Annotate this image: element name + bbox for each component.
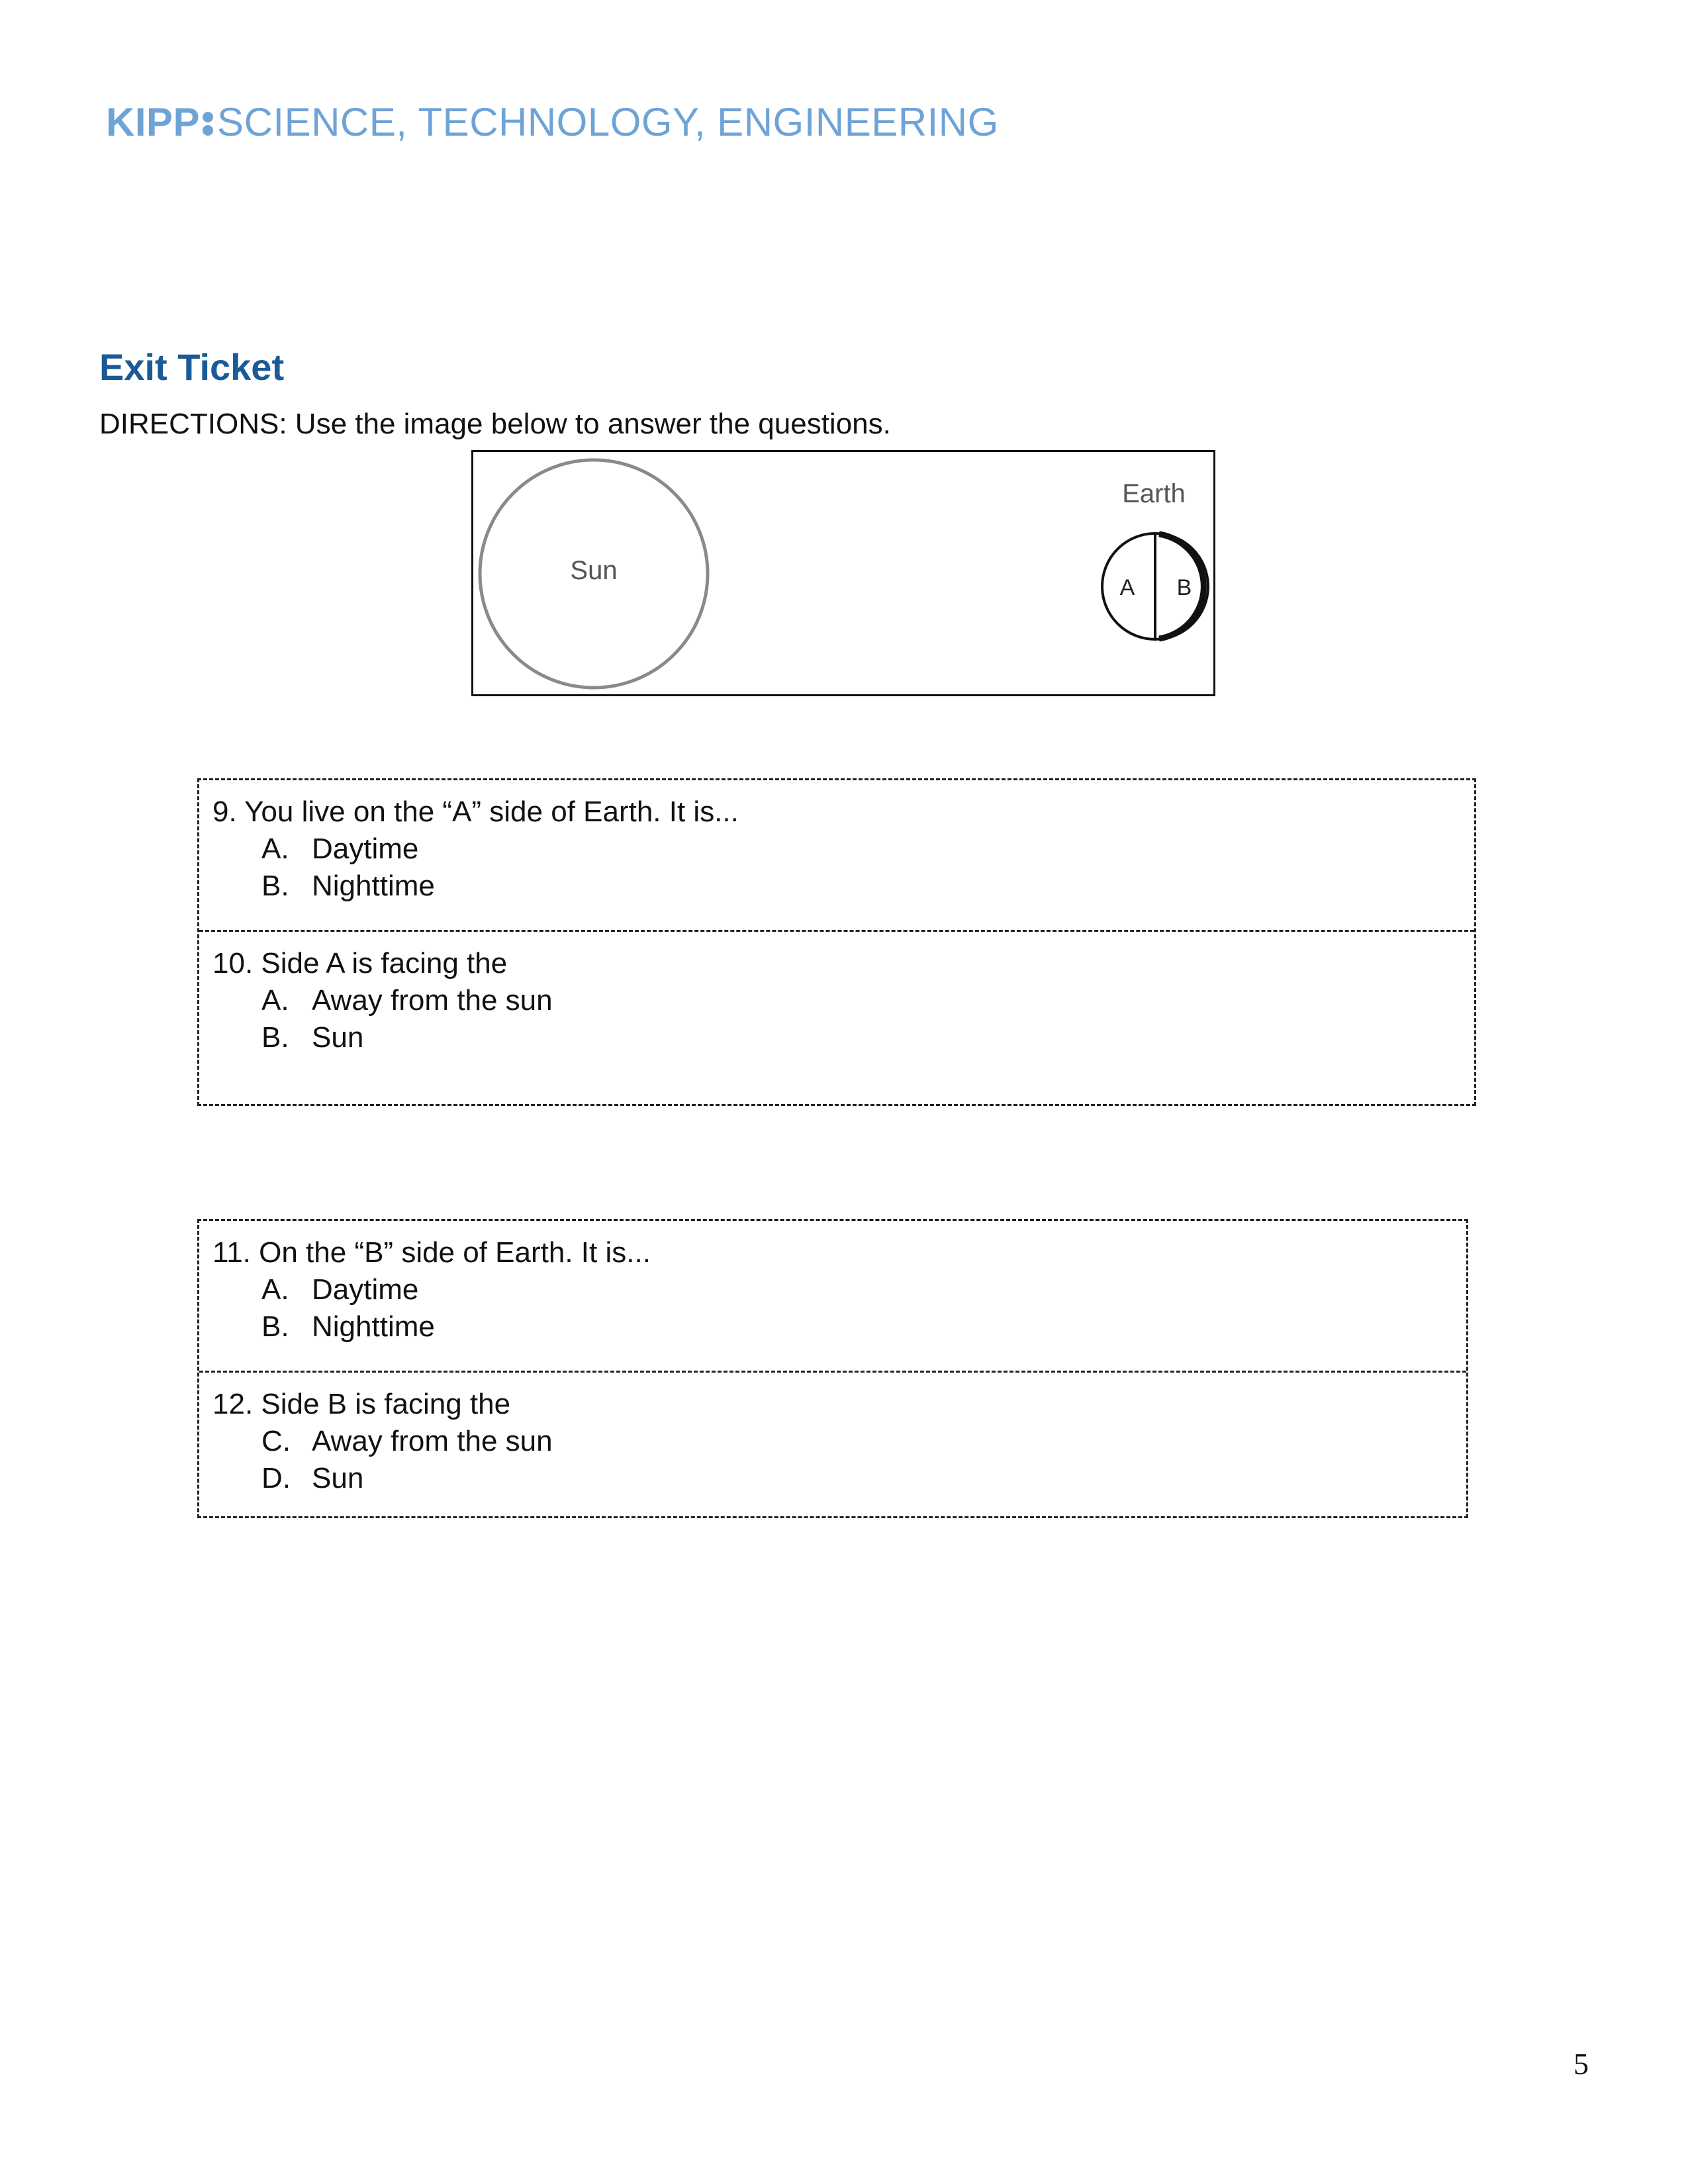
option-a[interactable] xyxy=(212,982,1474,1019)
subject-title: SCIENCE, TECHNOLOGY, ENGINEERING xyxy=(217,100,999,144)
option-d[interactable] xyxy=(212,1460,1466,1497)
option-b[interactable] xyxy=(212,1308,1466,1345)
option-letter: A. xyxy=(261,984,289,1017)
brand-name: KIPP xyxy=(106,100,201,144)
sun-label: Sun xyxy=(570,556,618,585)
sun-earth-figure xyxy=(471,450,1215,696)
option-a[interactable] xyxy=(212,1271,1466,1308)
option-letter: C. xyxy=(261,1425,291,1457)
question-box-2 xyxy=(197,1219,1468,1518)
page-number: 5 xyxy=(1573,2047,1589,2081)
option-text: Daytime xyxy=(312,833,419,865)
question-11 xyxy=(199,1221,1466,1371)
option-letter: B. xyxy=(261,1310,289,1343)
question-text: 11. On the “B” side of Earth. It is... xyxy=(212,1236,651,1269)
option-letter: A. xyxy=(261,1273,289,1306)
brand-colon-logo xyxy=(203,108,213,137)
question-10 xyxy=(199,930,1474,1104)
option-letter: D. xyxy=(261,1462,291,1494)
earth-side-b-label: B xyxy=(1176,575,1192,600)
question-12 xyxy=(199,1371,1466,1516)
directions: DIRECTIONS: Use the image below to answer the questions. xyxy=(99,408,891,440)
question-text: 10. Side A is facing the xyxy=(212,947,508,979)
option-text: Sun xyxy=(312,1021,364,1054)
option-text: Sun xyxy=(312,1462,364,1494)
question-9 xyxy=(199,780,1474,930)
question-text: 9. You live on the “A” side of Earth. It is... xyxy=(212,796,739,828)
option-text: Away from the sun xyxy=(312,984,553,1017)
option-letter: B. xyxy=(261,870,289,902)
sun-earth-diagram xyxy=(473,452,1213,694)
option-text: Daytime xyxy=(312,1273,419,1306)
question-text: 12. Side B is facing the xyxy=(212,1388,511,1420)
option-c[interactable] xyxy=(212,1423,1466,1460)
option-letter: A. xyxy=(261,833,289,865)
option-text: Nighttime xyxy=(312,870,435,902)
document-header xyxy=(106,99,999,145)
option-letter: B. xyxy=(261,1021,289,1054)
option-b[interactable] xyxy=(212,1019,1474,1056)
page-title: Exit Ticket xyxy=(99,346,285,388)
earth-label: Earth xyxy=(1122,479,1186,508)
option-b[interactable] xyxy=(212,868,1474,905)
option-text: Nighttime xyxy=(312,1310,435,1343)
option-text: Away from the sun xyxy=(312,1425,553,1457)
earth-side-a-label: A xyxy=(1119,575,1135,600)
question-box-1 xyxy=(197,778,1476,1106)
option-a[interactable] xyxy=(212,831,1474,868)
